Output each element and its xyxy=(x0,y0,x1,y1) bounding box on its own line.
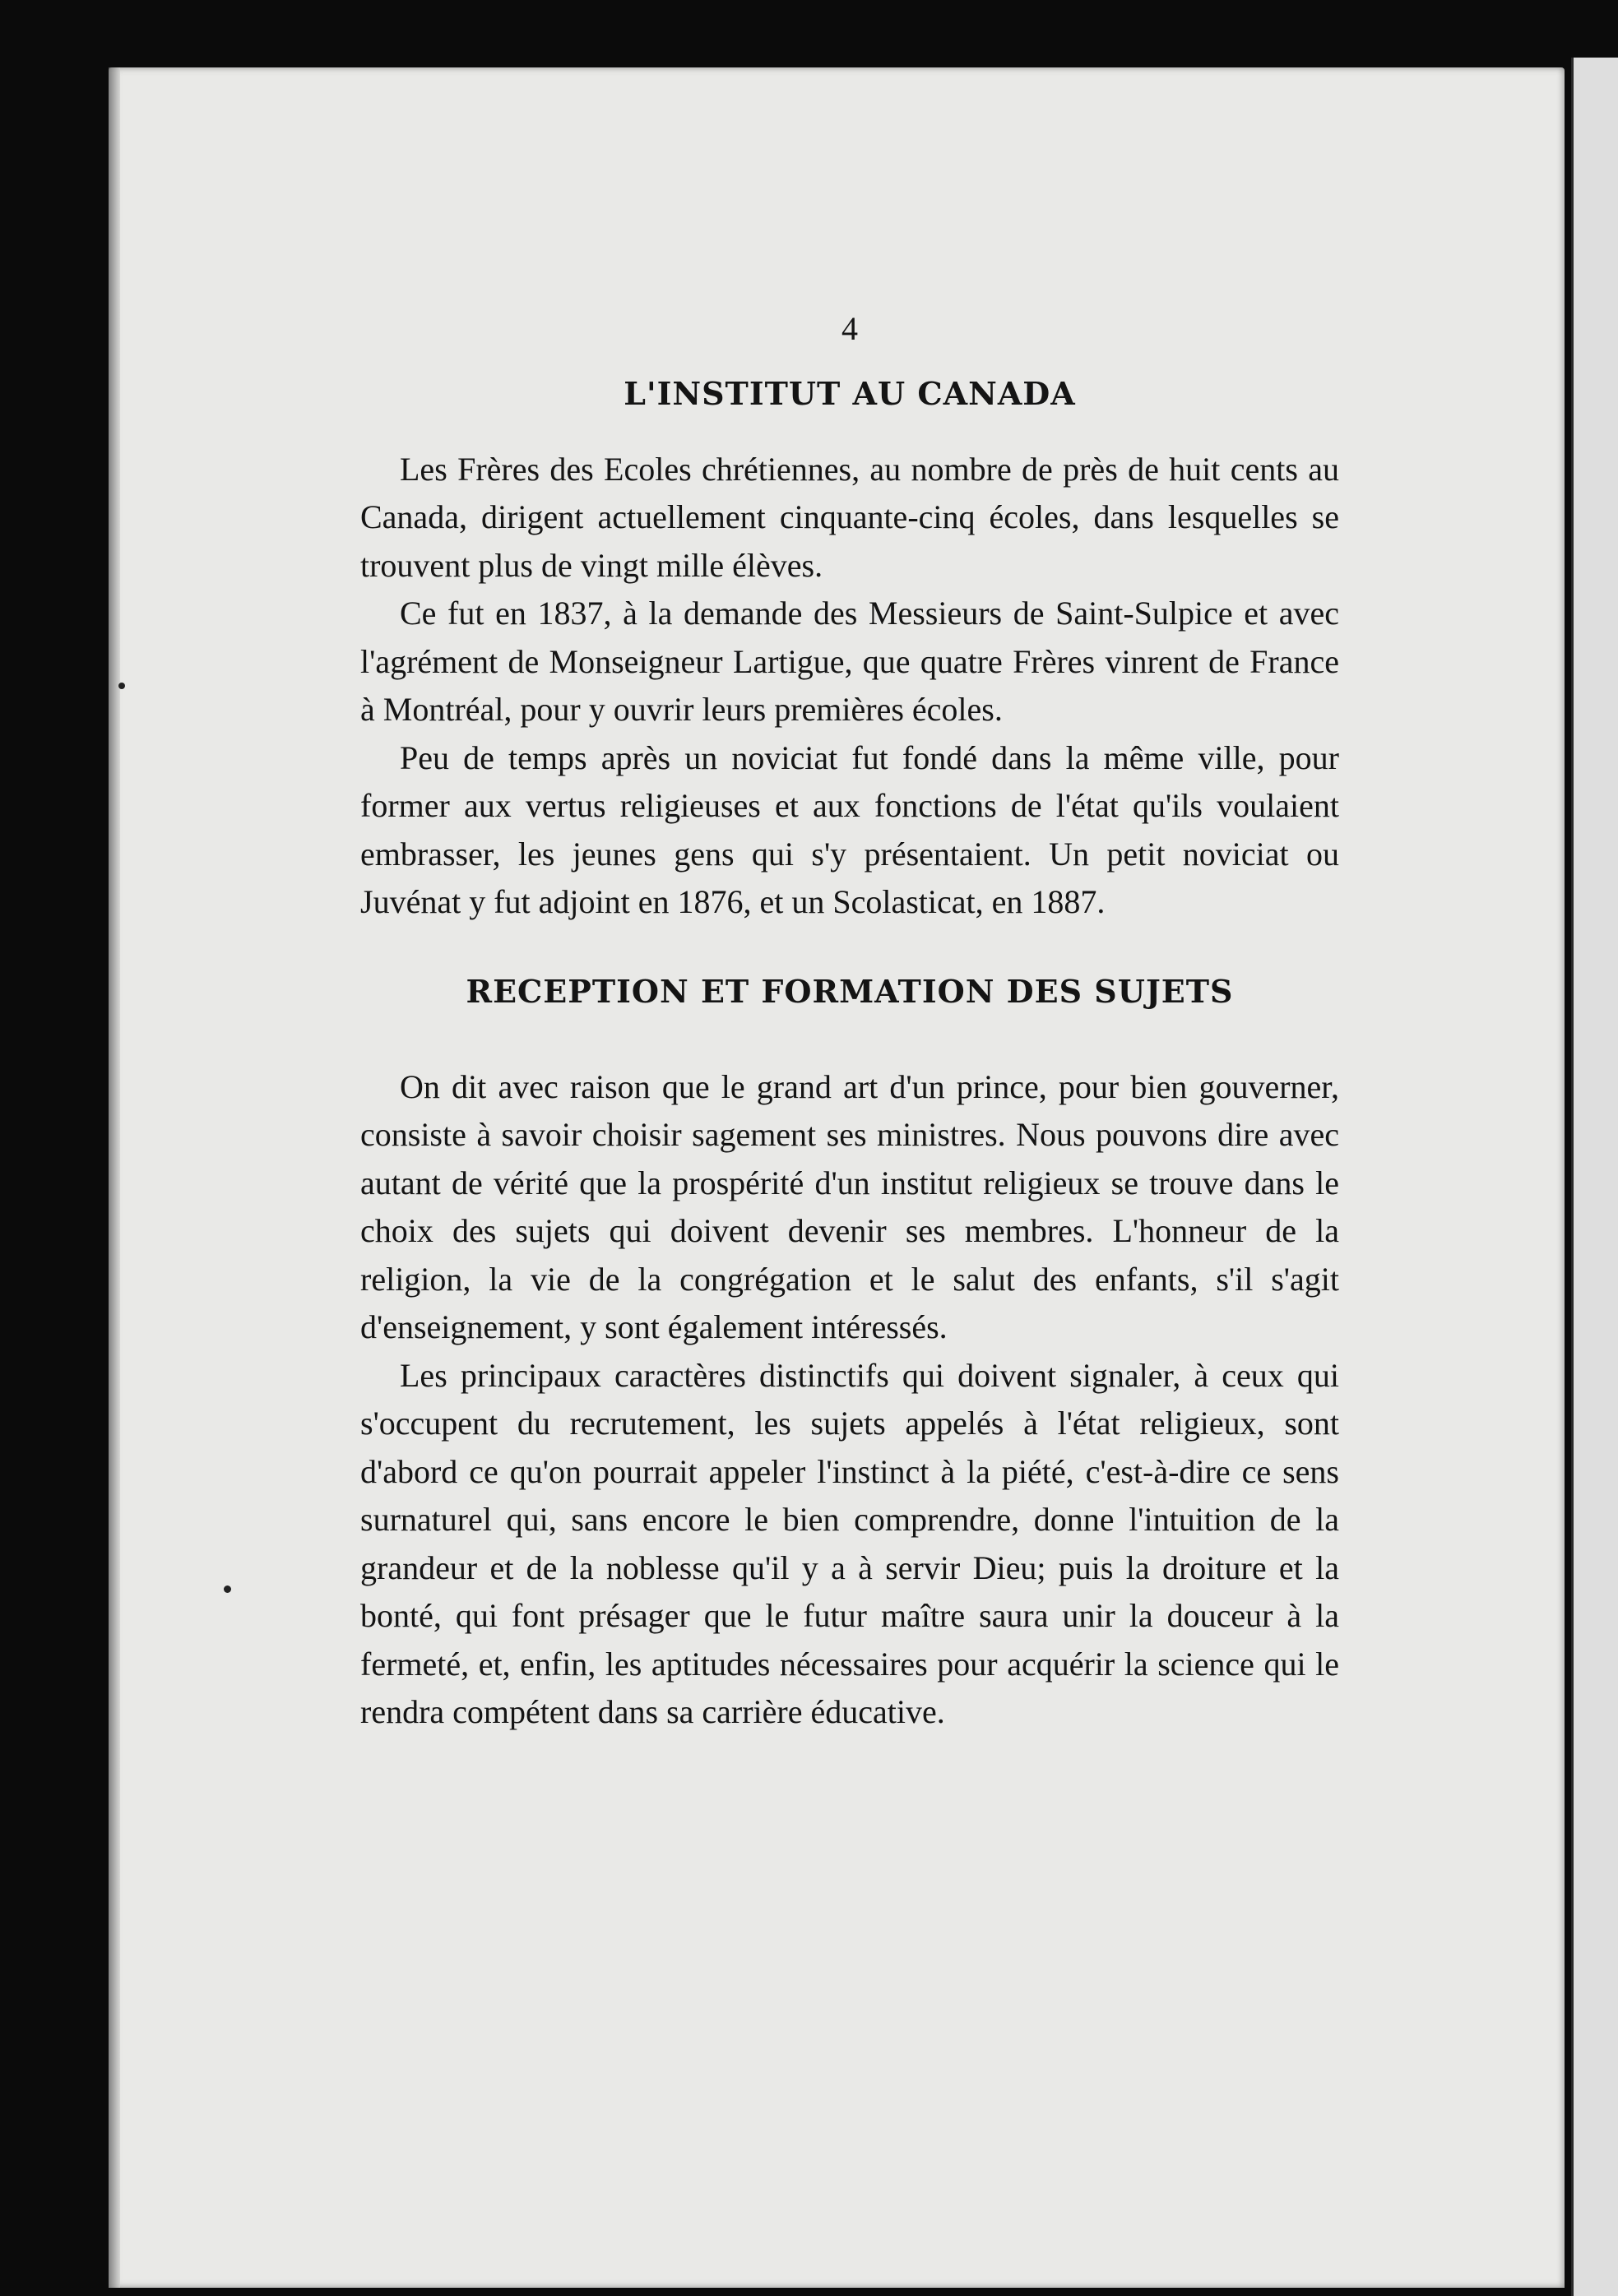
adjacent-page-edge xyxy=(1571,58,1618,2296)
section-heading-reception: RECEPTION ET FORMATION DES SUJETS xyxy=(466,972,1234,1010)
scan-speck xyxy=(118,683,125,689)
paragraph: Les Frères des Ecoles chrétiennes, au nombre de près de huit cents au Canada, dirigent actuellement cinquante-cinq écoles, dans lesquelles se trouvent plus de vingt mille élèves. xyxy=(360,450,1339,584)
paragraph: Ce fut en 1837, à la demande des Messieurs de Saint-Sulpice et avec l'agrément de Monseigneur Lartigue, que quatre Frères vinrent de France à Montréal, pour y ouvrir leurs premières écoles. xyxy=(360,595,1339,729)
paragraph: Peu de temps après un noviciat fut fondé dans la même ville, pour former aux vertus religieuses et aux fonctions de l'état qu'ils voulaient embrasser, les jeunes gens qui s'y présentaient. Un petit noviciat ou Juvénat y fut adjoint en 1876, et un Scolasticat, en 1887. xyxy=(360,738,1339,921)
paragraph: Les principaux caractères distinctifs qui doivent signaler, à ceux qui s'occupent du recrutement, les sujets appelés à l'état religieux, sont d'abord ce qu'on pourrait appeler l'instinct à la piété, c'est-à-dire ce sens surnaturel qui, sans encore le bien comprendre, donne l'intuition de la grandeur et de la noblesse qu'il y a à servir Dieu; puis la droiture et la bonté, qui font présager que le futur maître saura unir la douceur à la fermeté, et, enfin, les aptitudes nécessaires pour acquérir la science qui le rendra compétent dans sa carrière éducative. xyxy=(360,1356,1339,1731)
page-text xyxy=(360,312,1339,1737)
page-number: 4 xyxy=(841,310,858,347)
section-heading-institut: L'INSTITUT AU CANADA xyxy=(624,375,1076,412)
scan-speck xyxy=(224,1585,231,1593)
paragraph: On dit avec raison que le grand art d'un prince, pour bien gouverner, consiste à savoir choisir sagement ses ministres. Nous pouvons dire avec autant de vérité que la prospérité d'un institut religieux se trouve dans le choix des sujets qui doivent devenir ses membres. L'honneur de la religion, la vie de la congrégation et le salut des enfants, s'il s'agit d'enseignement, y sont également intéressés. xyxy=(360,1067,1339,1346)
binding-shadow xyxy=(109,67,120,2288)
